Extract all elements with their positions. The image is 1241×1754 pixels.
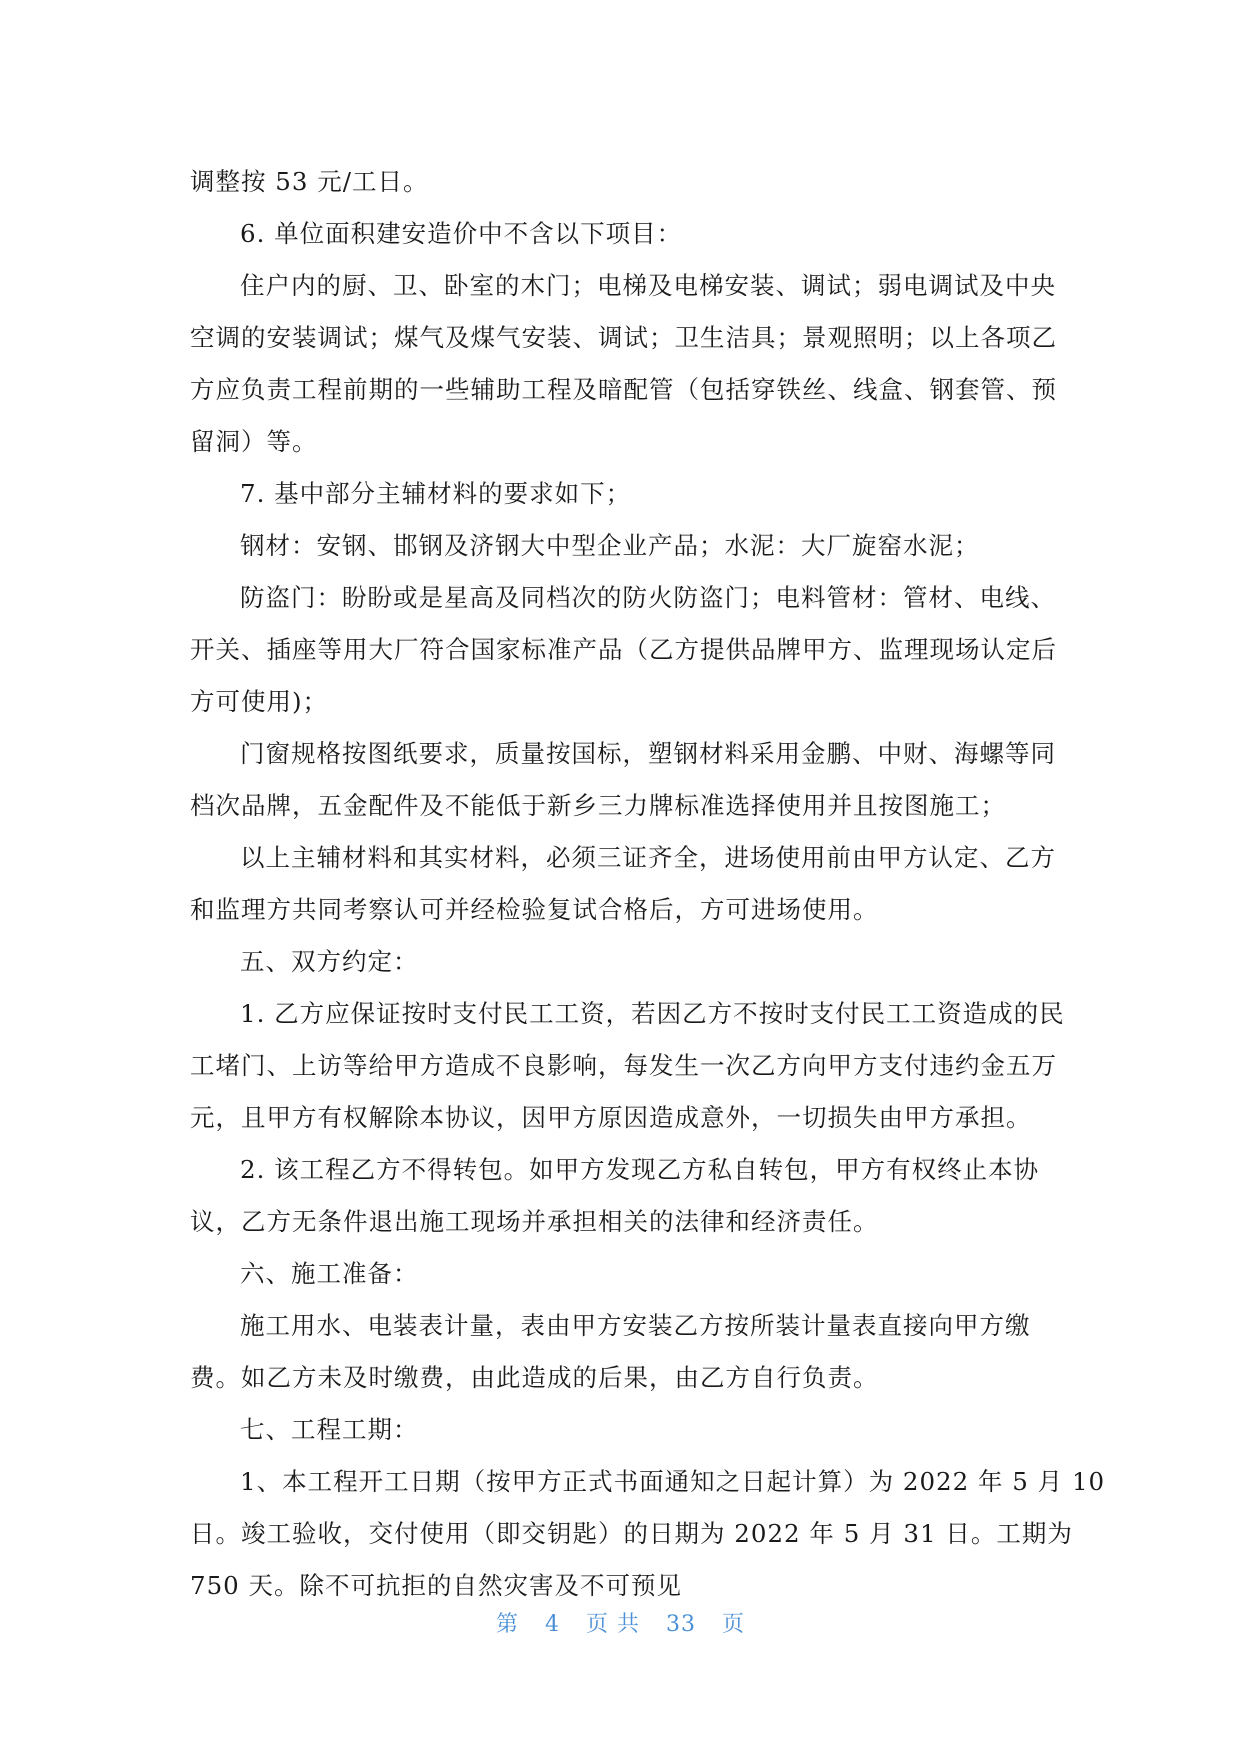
text-line: 以上主辅材料和其实材料，必须三证齐全，进场使用前由甲方认定、乙方 [240, 843, 1056, 872]
text-line: 钢材：安钢、邯钢及济钢大中型企业产品；水泥：大厂旋窑水泥； [240, 531, 980, 560]
text-line: 空调的安装调试；煤气及煤气安装、调试；卫生洁具；景观照明；以上各项乙 [190, 323, 1057, 352]
footer-suffix: 页 [722, 1612, 746, 1637]
text-line: 元，且甲方有权解除本协议，因甲方原因造成意外，一切损失由甲方承担。 [190, 1103, 1032, 1132]
text-line: 6. 单位面积建安造价中不含以下项目： [240, 219, 683, 248]
text-line: 和监理方共同考察认可并经检验复试合格后，方可进场使用。 [190, 895, 879, 924]
text-line: 方应负责工程前期的一些辅助工程及暗配管（包括穿铁丝、线盒、钢套管、预 [190, 375, 1057, 404]
text-line: 1. 乙方应保证按时支付民工工资，若因乙方不按时支付民工工资造成的民 [240, 999, 1065, 1028]
text-line: 费。如乙方未及时缴费，由此造成的后果，由乙方自行负责。 [190, 1363, 879, 1392]
footer-middle: 页 共 [586, 1612, 640, 1637]
text-line: 留洞）等。 [190, 427, 318, 456]
text-line: 施工用水、电装表计量，表由甲方安装乙方按所装计量表直接向甲方缴 [240, 1311, 1031, 1340]
text-line: 档次品牌，五金配件及不能低于新乡三力牌标准选择使用并且按图施工； [190, 791, 1006, 820]
text-line: 750 天。除不可抗拒的自然灾害及不可预见 [190, 1571, 683, 1600]
section-heading: 五、双方约定： [240, 947, 419, 976]
text-line: 开关、插座等用大厂符合国家标准产品（乙方提供品牌甲方、监理现场认定后 [190, 635, 1057, 664]
text-line: 1、本工程开工日期（按甲方正式书面通知之日起计算）为 2022 年 5 月 10 [240, 1467, 1106, 1496]
page-footer [0, 1607, 1241, 1638]
text-line: 方可使用)； [190, 687, 329, 716]
document-body [190, 156, 1106, 1612]
current-page-number: 4 [545, 1612, 560, 1637]
text-line: 工堵门、上访等给甲方造成不良影响，每发生一次乙方向甲方支付违约金五万 [190, 1051, 1057, 1080]
section-heading: 七、工程工期： [240, 1415, 419, 1444]
text-line: 日。竣工验收，交付使用（即交钥匙）的日期为 2022 年 5 月 31 日。工期为 [190, 1519, 1073, 1548]
footer-prefix: 第 [495, 1612, 519, 1637]
text-line: 住户内的厨、卫、卧室的木门；电梯及电梯安装、调试；弱电调试及中央 [240, 271, 1056, 300]
text-line: 7. 基中部分主辅材料的要求如下； [240, 479, 632, 508]
text-line: 调整按 53 元/工日。 [190, 167, 429, 196]
text-line: 议，乙方无条件退出施工现场并承担相关的法律和经济责任。 [190, 1207, 879, 1236]
total-page-count: 33 [666, 1612, 696, 1637]
text-line: 门窗规格按图纸要求，质量按国标，塑钢材料采用金鹏、中财、海螺等同 [240, 739, 1056, 768]
section-heading: 六、施工准备： [240, 1259, 419, 1288]
text-line: 防盗门：盼盼或是星高及同档次的防火防盗门；电料管材：管材、电线、 [240, 583, 1056, 612]
text-line: 2. 该工程乙方不得转包。如甲方发现乙方私自转包，甲方有权终止本协 [240, 1155, 1040, 1184]
